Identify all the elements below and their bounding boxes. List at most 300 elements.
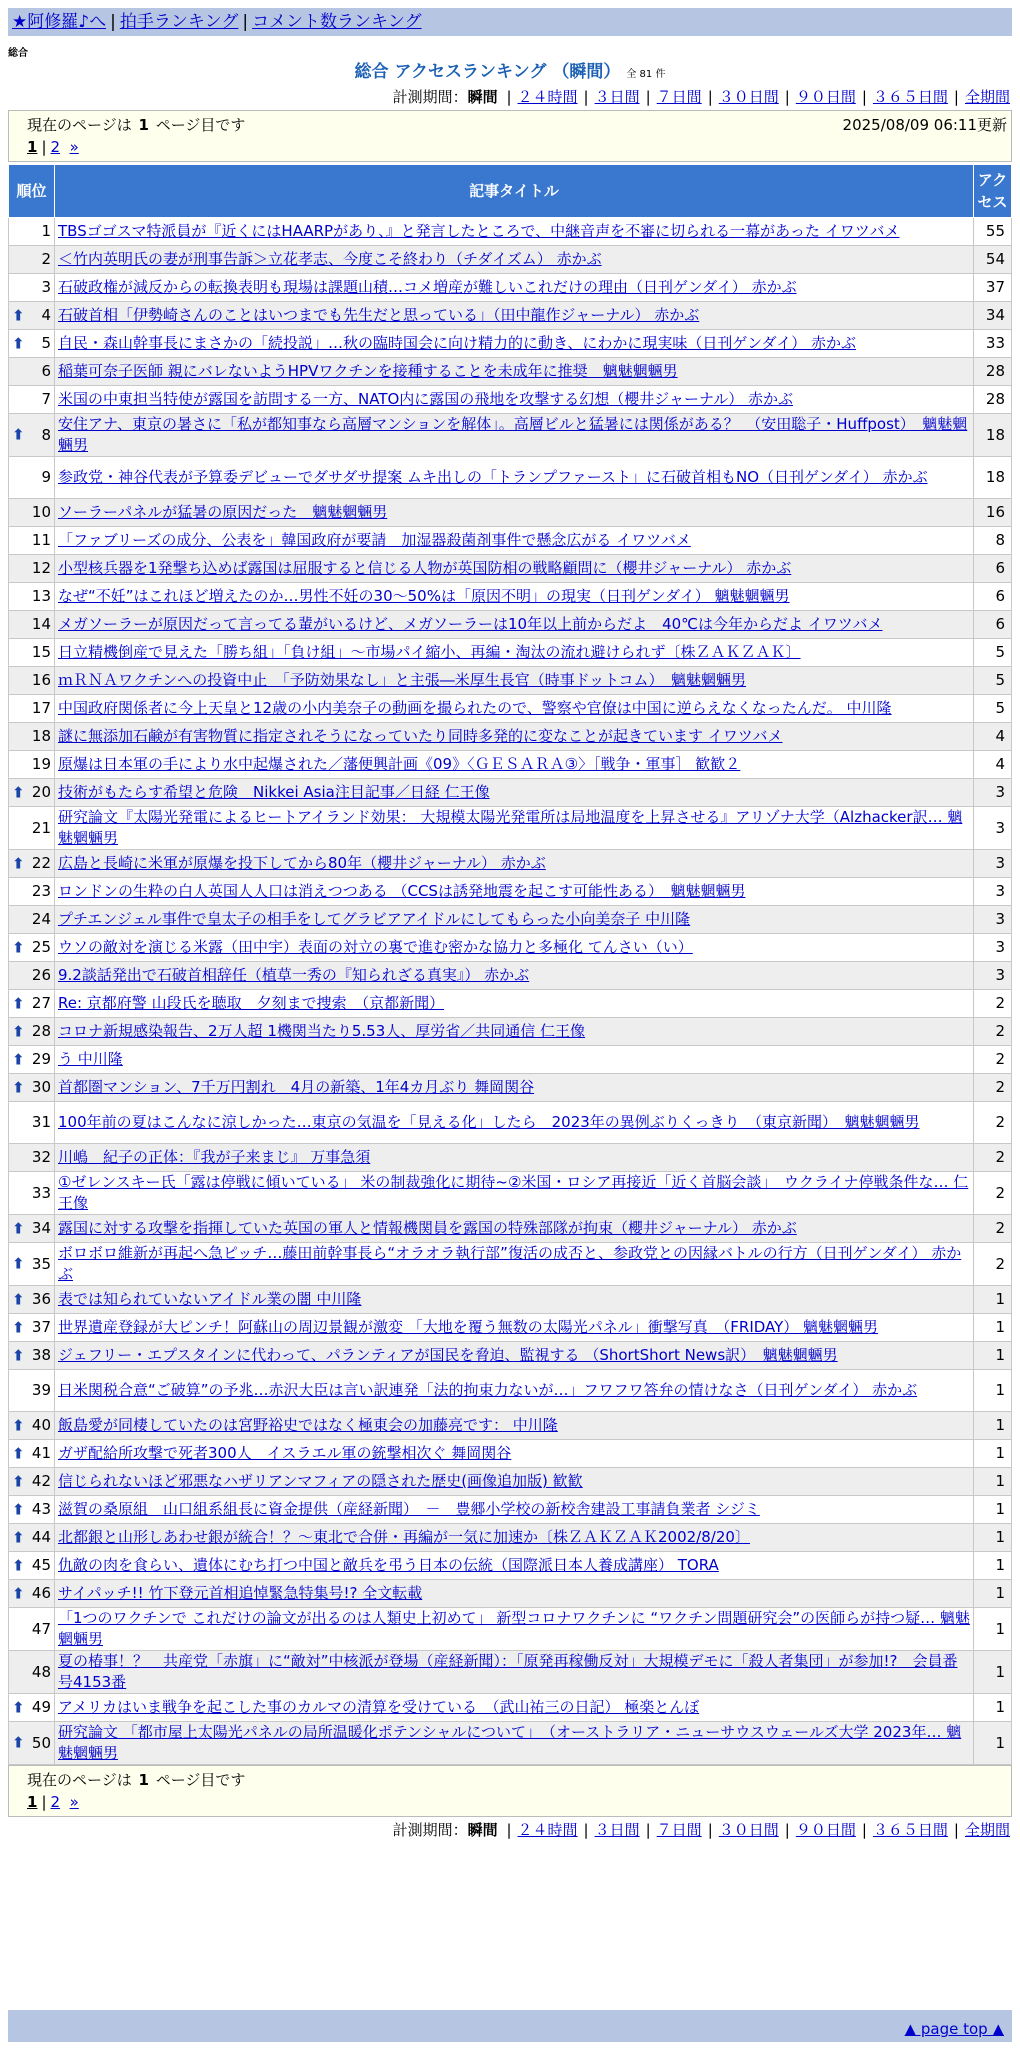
rank-cell: [9, 850, 55, 878]
table-row: [9, 1412, 1012, 1440]
page-title: [0, 60, 1020, 87]
table-row: [9, 723, 1012, 751]
rank-cell: [9, 1412, 55, 1440]
title-cell: [55, 990, 974, 1018]
category-label: 総合: [8, 48, 28, 59]
title-cell: [55, 1172, 974, 1215]
rank-up-arrow-icon: ⬆: [12, 1050, 25, 1068]
table-row: [9, 1314, 1012, 1342]
period-selector-bottom: [393, 1819, 1012, 1841]
link-comment-ranking[interactable]: コメント数ランキング: [252, 12, 422, 32]
article-title-link[interactable]: 日米関税合意“ご破算”の予兆…赤沢大臣は言い訳連発「法的拘束力ないが…」フワフワ答弁の情けなさ（日刊ゲンダイ） 赤かぶ: [58, 1381, 918, 1399]
period-link-1[interactable]: ２４時間: [517, 88, 578, 106]
rank-cell: [9, 1651, 55, 1694]
table-row: [9, 218, 1012, 246]
access-count: 1: [974, 1440, 1012, 1468]
rank-number: 39: [31, 1381, 51, 1399]
title-cell: [55, 1496, 974, 1524]
title-cell: [55, 218, 974, 246]
article-title-link[interactable]: ウソの敵対を演じる米露（田中宇）表面の対立の裏で進む密かな協力と多極化 てんさい（い）: [58, 938, 693, 956]
access-count: 5: [974, 639, 1012, 667]
rank-number: 44: [31, 1528, 51, 1546]
period-link-4[interactable]: ３０日間: [718, 1821, 779, 1839]
rank-number: 14: [31, 615, 51, 633]
access-count: 28: [974, 358, 1012, 386]
access-count: 37: [974, 274, 1012, 302]
rank-cell: [9, 1468, 55, 1496]
access-count: 4: [974, 751, 1012, 779]
table-header-row: [9, 165, 1012, 218]
table-row: [9, 906, 1012, 934]
title-cell: [55, 667, 974, 695]
table-row: [9, 1496, 1012, 1524]
rank-cell: [9, 723, 55, 751]
rank-number: 2: [41, 250, 51, 268]
rank-up-arrow-icon: ⬆: [12, 1318, 25, 1336]
page-top-link[interactable]: ▲ page top ▲: [904, 2020, 1004, 2038]
rank-number: 23: [31, 882, 51, 900]
period-link-7[interactable]: 全期間: [964, 88, 1010, 106]
rank-number: 40: [31, 1416, 51, 1434]
rank-number: 37: [31, 1318, 51, 1336]
title-cell: [55, 1468, 974, 1496]
title-cell: [55, 1370, 974, 1412]
separator: |: [707, 1821, 713, 1839]
rank-cell: [9, 990, 55, 1018]
rank-up-arrow-icon: ⬆: [12, 1022, 25, 1040]
title-cell: [55, 457, 974, 499]
article-title-link[interactable]: 技術がもたらす希望と危険 Nikkei Asia注目記事／日経 仁王像: [58, 783, 490, 801]
access-count: 5: [974, 695, 1012, 723]
title-cell: [55, 850, 974, 878]
article-title-link[interactable]: 研究論文 「都市屋上太陽光パネルの局所温暖化ポテンシャルについて」 （オーストラリア・ニューサウスウェールズ大学 2023年… 魑魅魍魎男: [58, 1723, 962, 1762]
rank-number: 17: [31, 699, 51, 717]
table-row: [9, 414, 1012, 457]
table-row: [9, 1694, 1012, 1722]
article-title-link[interactable]: ガザ配給所攻撃で死者300人 イスラエル軍の銃撃相次ぐ 舞岡関谷: [58, 1444, 512, 1462]
access-count: 1: [974, 1524, 1012, 1552]
table-row: [9, 1370, 1012, 1412]
access-count: 2: [974, 1243, 1012, 1286]
separator: |: [953, 88, 959, 106]
rank-number: 27: [31, 994, 51, 1012]
access-count: 3: [974, 807, 1012, 850]
ranking-table: [8, 164, 1012, 1765]
rank-up-arrow-icon: ⬆: [12, 425, 25, 444]
rank-cell: [9, 1074, 55, 1102]
rank-number: 10: [31, 503, 51, 521]
rank-cell: [9, 302, 55, 330]
title-cell: [55, 807, 974, 850]
period-link-6[interactable]: ３６５日間: [872, 88, 948, 106]
title-cell: [55, 555, 974, 583]
access-count: 55: [974, 218, 1012, 246]
table-row: [9, 962, 1012, 990]
rank-cell: [9, 779, 55, 807]
access-count: 54: [974, 246, 1012, 274]
table-row: [9, 1608, 1012, 1651]
article-title-link[interactable]: 北都銀と山形しあわせ銀が統合！？～東北で合併・再編が一気に加速か〔株ＺＡＫＺＡＫ2002/8/20〕: [58, 1528, 750, 1546]
period-link-1[interactable]: ２４時間: [517, 1821, 578, 1839]
rank-number: 15: [31, 643, 51, 661]
article-title-link[interactable]: 露国に対する攻撃を指揮していた英国の軍人と情報機関員を露国の特殊部隊が拘束（櫻井ジャーナル） 赤かぶ: [58, 1219, 797, 1237]
title-cell: [55, 1144, 974, 1172]
rank-number: 33: [31, 1183, 51, 1202]
access-count: 3: [974, 878, 1012, 906]
article-title-link[interactable]: ①ゼレンスキー氏「露は停戦に傾いている」 米の制裁強化に期待~②米国・ロシア再接近「近く首脳会談」 ウクライナ停戦条件な… 仁王像: [58, 1173, 969, 1212]
page-suffix: ページ目です: [155, 116, 246, 134]
access-count: 28: [974, 386, 1012, 414]
article-title-link[interactable]: 信じられないほど邪悪なハザリアンマフィアの隠された歴史(画像追加版) 歓歓: [58, 1472, 583, 1490]
period-link-5[interactable]: ９０日間: [795, 1821, 856, 1839]
table-row: [9, 1440, 1012, 1468]
separator: |: [506, 1821, 512, 1839]
rank-number: 11: [31, 531, 51, 549]
article-title-link[interactable]: 石破政権が減反からの転換表明も現場は課題山積…コメ増産が難しいこれだけの理由（日刊ゲンダイ） 赤かぶ: [58, 278, 797, 296]
title-cell: [55, 723, 974, 751]
rank-up-arrow-icon: ⬆: [12, 854, 25, 872]
access-count: 2: [974, 1018, 1012, 1046]
access-count: 4: [974, 723, 1012, 751]
separator: |: [645, 88, 651, 106]
table-row: [9, 990, 1012, 1018]
access-count: 16: [974, 499, 1012, 527]
rank-number: 45: [31, 1556, 51, 1574]
separator: |: [645, 1821, 651, 1839]
access-count: 2: [974, 1102, 1012, 1144]
access-count: 1: [974, 1286, 1012, 1314]
rank-cell: [9, 1215, 55, 1243]
article-title-link[interactable]: 日立精機倒産で見えた「勝ち組」「負け組」～市場パイ縮小、再編・淘汰の流れ避けられず〔株ＺＡＫＺＡＫ〕: [58, 643, 801, 661]
pager: [27, 138, 79, 156]
pager-current: 1: [27, 138, 38, 156]
title-cell: [55, 414, 974, 457]
rank-cell: [9, 1243, 55, 1286]
separator: |: [861, 1821, 867, 1839]
article-title-link[interactable]: ボロボロ維新が再起へ急ピッチ…藤田前幹事長ら“オラオラ執行部”復活の成否と、参政党との因縁バトルの行方（日刊ゲンダイ） 赤かぶ: [58, 1244, 962, 1283]
title-cell: [55, 1722, 974, 1765]
title-cell: [55, 583, 974, 611]
top-nav-bar: [8, 8, 1012, 36]
rank-cell: [9, 667, 55, 695]
access-count: 6: [974, 555, 1012, 583]
title-cell: [55, 1342, 974, 1370]
separator: |: [41, 138, 47, 156]
header-title: 記事タイトル: [55, 165, 974, 218]
article-title-link[interactable]: 100年前の夏はこんなに涼しかった…東京の気温を「見える化」したら 2023年の異例ぶりくっきり （東京新聞） 魑魅魍魎男: [58, 1113, 920, 1131]
title-cell: [55, 386, 974, 414]
period-link-3[interactable]: ７日間: [656, 88, 702, 106]
rank-number: 41: [31, 1444, 51, 1462]
rank-cell: [9, 1046, 55, 1074]
article-title-link[interactable]: 首都圏マンション、7千万円割れ 4月の新築、1年4カ月ぶり 舞岡関谷: [58, 1078, 535, 1096]
article-title-link[interactable]: 石破首相「伊勢崎さんのことはいつまでも先生だと思っている」（田中龍作ジャーナル） 赤かぶ: [58, 306, 700, 324]
period-link-7[interactable]: 全期間: [964, 1821, 1010, 1839]
article-title-link[interactable]: 世界遺産登録が大ピンチ！阿蘇山の周辺景観が激変 「大地を覆う無数の太陽光パネル」衝撃写真 （FRIDAY） 魑魅魍魎男: [58, 1318, 879, 1336]
rank-cell: [9, 583, 55, 611]
access-count: 3: [974, 779, 1012, 807]
rank-number: 48: [31, 1662, 51, 1681]
rank-cell: [9, 1018, 55, 1046]
rank-cell: [9, 1102, 55, 1144]
table-row: [9, 1018, 1012, 1046]
rank-number: 18: [31, 727, 51, 745]
article-title-link[interactable]: 研究論文『太陽光発電によるヒートアイランド効果： 大規模太陽光発電所は局地温度を上昇させる』アリゾナ大学（Alzhacker訳… 魑魅魍魎男: [58, 808, 963, 847]
article-title-link[interactable]: 原爆は日本軍の手により水中起爆された／藩便興計画《09》〈ＧＥＳＡＲＡ③〉［戦争・軍事］ 歓歓２: [58, 755, 741, 773]
rank-cell: [9, 1608, 55, 1651]
rank-up-arrow-icon: ⬆: [12, 1254, 25, 1273]
rank-cell: [9, 751, 55, 779]
rank-number: 6: [41, 362, 51, 380]
access-count: 1: [974, 1370, 1012, 1412]
article-title-link[interactable]: 広島と長崎に米軍が原爆を投下してから80年（櫻井ジャーナル） 赤かぶ: [58, 854, 546, 872]
rank-number: 4: [41, 306, 51, 324]
rank-number: 26: [31, 966, 51, 984]
access-count: 1: [974, 1580, 1012, 1608]
table-row: [9, 1102, 1012, 1144]
article-title-link[interactable]: う 中川隆: [58, 1050, 123, 1068]
rank-cell: [9, 358, 55, 386]
access-count: 2: [974, 1074, 1012, 1102]
rank-up-arrow-icon: ⬆: [12, 1500, 25, 1518]
page-info-bottom: [8, 1765, 1012, 1817]
rank-up-arrow-icon: ⬆: [12, 1219, 25, 1237]
table-row: [9, 1468, 1012, 1496]
title-cell: [55, 1074, 974, 1102]
article-title-link[interactable]: ｍＲＮＡワクチンへの投資中止 「予防効果なし」と主張―米厚生長官（時事ドットコム） 魑魅魍魎男: [58, 671, 747, 689]
rank-cell: [9, 246, 55, 274]
pager-next[interactable]: »: [69, 1793, 79, 1811]
article-title-link[interactable]: 参政党・神谷代表が予算委デビューでダサダサ提案 ムキ出しの「トランプファースト」に石破首相もNO（日刊ゲンダイ） 赤かぶ: [58, 468, 928, 486]
separator: |: [861, 88, 867, 106]
article-title-link[interactable]: Re: 京都府警 山段氏を聴取 夕刻まで捜索 （京都新聞）: [58, 994, 445, 1012]
title-cell: [55, 1412, 974, 1440]
rank-up-arrow-icon: ⬆: [12, 1698, 25, 1716]
table-row: [9, 1580, 1012, 1608]
article-title-link[interactable]: 川嶋 紀子の正体：『我が子来まじ』 万事急須: [58, 1148, 371, 1166]
access-count: 1: [974, 1342, 1012, 1370]
title-cell: [55, 1046, 974, 1074]
rank-cell: [9, 1580, 55, 1608]
table-row: [9, 527, 1012, 555]
page-indicator: [27, 1769, 245, 1790]
title-cell: [55, 1694, 974, 1722]
access-count: 2: [974, 1172, 1012, 1215]
article-title-link[interactable]: ロンドンの生粋の白人英国人人口は消えつつある （CCSは誘発地震を起こす可能性ある） 魑魅魍魎男: [58, 882, 746, 900]
rank-number: 34: [31, 1219, 51, 1237]
article-title-link[interactable]: 安住アナ、東京の暑さに「私が都知事なら高層マンションを解体」。高層ビルと猛暑には関係がある？ （安田聡子・Huffpost） 魑魅魍魎男: [58, 415, 968, 454]
rank-cell: [9, 906, 55, 934]
article-title-link[interactable]: アメリカはいま戦争を起こした事のカルマの清算を受けている （武山祐三の日記） 極楽とんぼ: [58, 1698, 700, 1716]
title-cell: [55, 1286, 974, 1314]
page-number: 1: [138, 1771, 149, 1789]
article-title-link[interactable]: 飯島愛が同棲していたのは宮野裕史ではなく極東会の加藤亮です： 中川隆: [58, 1416, 558, 1434]
separator: |: [784, 88, 790, 106]
page-prefix: 現在のページは: [27, 1771, 132, 1789]
title-cell: [55, 779, 974, 807]
access-count: 1: [974, 1722, 1012, 1765]
pager-next[interactable]: »: [69, 138, 79, 156]
page-title-text: 総合 アクセスランキング （瞬間）: [354, 62, 621, 82]
article-title-link[interactable]: 仇敵の肉を食らい、遺体にむち打つ中国と敵兵を弔う日本の伝統（国際派日本人養成講座） TORA: [58, 1556, 719, 1574]
table-row: [9, 330, 1012, 358]
rank-up-arrow-icon: ⬆: [12, 1346, 25, 1364]
page-suffix: ページ目です: [155, 1771, 246, 1789]
period-link-5[interactable]: ９０日間: [795, 88, 856, 106]
table-row: [9, 1243, 1012, 1286]
access-count: 3: [974, 934, 1012, 962]
rank-up-arrow-icon: ⬆: [12, 994, 25, 1012]
rank-number: 46: [31, 1584, 51, 1602]
access-count: 6: [974, 583, 1012, 611]
article-title-link[interactable]: メガソーラーが原因だって言ってる輩がいるけど、メガソーラーは10年以上前からだよ 40℃は今年からだよ イワツバメ: [58, 615, 883, 633]
rank-cell: [9, 1440, 55, 1468]
rank-number: 3: [41, 278, 51, 296]
rank-cell: [9, 695, 55, 723]
table-row: [9, 1286, 1012, 1314]
article-title-link[interactable]: 表では知られていないアイドル業の闇 中川隆: [58, 1290, 362, 1308]
rank-number: 28: [31, 1022, 51, 1040]
article-title-link[interactable]: 滋賀の桑原組 山口組系組長に資金提供（産経新聞） － 豊郷小学校の新校舎建設工事請負業者 シジミ: [58, 1500, 760, 1518]
period-link-3[interactable]: ７日間: [656, 1821, 702, 1839]
title-cell: [55, 934, 974, 962]
rank-number: 20: [31, 783, 51, 801]
rank-number: 13: [31, 587, 51, 605]
link-asyura-home[interactable]: ★阿修羅♪へ: [12, 12, 107, 32]
updated-timestamp: 2025/08/09 06:11更新: [842, 116, 1007, 134]
title-cell: [55, 1580, 974, 1608]
table-row: [9, 611, 1012, 639]
access-count: 1: [974, 1694, 1012, 1722]
period-label: 計測期間：: [392, 88, 468, 106]
rank-number: 8: [41, 425, 51, 444]
title-cell: [55, 274, 974, 302]
article-title-link[interactable]: 夏の椿事！？ 共産党「赤旗」に“敵対”中核派が登場（産経新聞）：「原発再稼働反対」大規模デモに「殺人者集団」が参加!? 会員番号4153番: [58, 1652, 958, 1691]
title-cell: [55, 246, 974, 274]
article-title-link[interactable]: ＜竹内英明氏の妻が刑事告訴＞立花孝志、今度こそ終わり（チダイズム） 赤かぶ: [58, 250, 602, 268]
title-cell: [55, 499, 974, 527]
total-count: 全 81 件: [626, 69, 666, 80]
article-title-link[interactable]: 中国政府関係者に今上天皇と12歳の小内美奈子の動画を撮られたので、警察や官僚は中国に逆らえなくなったんだ。 中川隆: [58, 699, 892, 717]
separator: |: [953, 1821, 959, 1839]
rank-number: 12: [31, 559, 51, 577]
link-clap-ranking[interactable]: 拍手ランキング: [119, 12, 239, 32]
article-title-link[interactable]: 謎に無添加石鹸が有害物質に指定されそうになっていたり同時多発的に変なことが起きています イワツバメ: [58, 727, 783, 745]
separator: |: [242, 12, 249, 32]
period-link-2[interactable]: ３日間: [594, 1821, 640, 1839]
table-row: [9, 850, 1012, 878]
access-count: 1: [974, 1608, 1012, 1651]
article-title-link[interactable]: 米国の中東担当特使が露国を訪問する一方、NATO内に露国の飛地を攻撃する幻想（櫻井ジャーナル） 赤かぶ: [58, 390, 794, 408]
table-row: [9, 1046, 1012, 1074]
period-link-6[interactable]: ３６５日間: [872, 1821, 948, 1839]
article-title-link[interactable]: サイパッチ!! 竹下登元首相追悼緊急特集号!? 全文転載: [58, 1584, 423, 1602]
article-title-link[interactable]: ジェフリー・エプスタインに代わって、パランティアが国民を脅迫、監視する （ShortShort News訳） 魑魅魍魎男: [58, 1346, 838, 1364]
title-cell: [55, 695, 974, 723]
rank-number: 42: [31, 1472, 51, 1490]
access-count: 33: [974, 330, 1012, 358]
separator: |: [110, 12, 116, 32]
table-row: [9, 1215, 1012, 1243]
rank-number: 24: [31, 910, 51, 928]
title-cell: [55, 527, 974, 555]
article-title-link[interactable]: 9.2談話発出で石破首相辞任（植草一秀の『知られざる真実』） 赤かぶ: [58, 966, 530, 984]
rank-up-arrow-icon: ⬆: [12, 938, 25, 956]
table-row: [9, 751, 1012, 779]
rank-number: 50: [31, 1733, 51, 1752]
rank-cell: [9, 611, 55, 639]
pager-page-2[interactable]: 2: [50, 138, 61, 156]
rank-up-arrow-icon: ⬆: [12, 306, 25, 324]
rank-number: 31: [31, 1113, 51, 1131]
article-title-link[interactable]: プチエンジェル事件で皇太子の相手をしてグラビアアイドルにしてもらった小向美奈子 中川隆: [58, 910, 691, 928]
rank-number: 43: [31, 1500, 51, 1518]
table-row: [9, 1342, 1012, 1370]
article-title-link[interactable]: 稲葉可奈子医師 親にバレないようHPVワクチンを接種することを未成年に推奨 魑魅魍魎男: [58, 362, 678, 380]
rank-cell: [9, 878, 55, 906]
rank-number: 25: [31, 938, 51, 956]
article-title-link[interactable]: コロナ新規感染報告、2万人超 1機関当たり5.53人、厚労省／共同通信 仁王像: [58, 1022, 586, 1040]
article-title-link[interactable]: 小型核兵器を1発撃ち込めば露国は屈服すると信じる人物が英国防相の戦略顧問に（櫻井ジャーナル） 赤かぶ: [58, 559, 792, 577]
rank-number: 29: [31, 1050, 51, 1068]
header-rank: 順位: [9, 165, 55, 218]
article-title-link[interactable]: 「1つのワクチンで これだけの論文が出るのは人類史上初めて」 新型コロナワクチンに “ワクチン問題研究会”の医師らが持つ疑… 魑魅魍魎男: [58, 1609, 970, 1648]
article-title-link[interactable]: 「ファブリーズの成分、公表を」韓国政府が要請 加湿器殺菌剤事件で懸念広がる イワツバメ: [58, 531, 691, 549]
access-count: 1: [974, 1412, 1012, 1440]
access-count: 3: [974, 850, 1012, 878]
table-row: [9, 499, 1012, 527]
table-row: [9, 358, 1012, 386]
rank-cell: [9, 1524, 55, 1552]
rank-cell: [9, 1286, 55, 1314]
rank-up-arrow-icon: ⬆: [12, 1290, 25, 1308]
separator: |: [41, 1793, 47, 1811]
rank-cell: [9, 1552, 55, 1580]
period-link-2[interactable]: ３日間: [594, 88, 640, 106]
access-count: 6: [974, 611, 1012, 639]
rank-up-arrow-icon: ⬆: [12, 1584, 25, 1602]
table-row: [9, 639, 1012, 667]
article-title-link[interactable]: TBSゴゴスマ特派員が『近くにはHAARPがあり、』と発言したところで、中継音声を不審に切られる一幕があった イワツバメ: [58, 222, 900, 240]
table-row: [9, 302, 1012, 330]
rank-cell: [9, 527, 55, 555]
title-cell: [55, 751, 974, 779]
rank-cell: [9, 1342, 55, 1370]
rank-cell: [9, 457, 55, 499]
table-row: [9, 878, 1012, 906]
title-cell: [55, 1243, 974, 1286]
article-title-link[interactable]: 自民・森山幹事長にまさかの「続投説」…秋の臨時国会に向け精力的に動き、にわかに現実味（日刊ゲンダイ） 赤かぶ: [58, 334, 856, 352]
rank-up-arrow-icon: ⬆: [12, 1078, 25, 1096]
access-count: 2: [974, 1144, 1012, 1172]
rank-up-arrow-icon: ⬆: [12, 1528, 25, 1546]
rank-number: 9: [41, 468, 51, 486]
period-link-4[interactable]: ３０日間: [718, 88, 779, 106]
page-prefix: 現在のページは: [27, 116, 132, 134]
rank-up-arrow-icon: ⬆: [12, 1556, 25, 1574]
rank-number: 47: [31, 1619, 51, 1638]
article-title-link[interactable]: なぜ“不妊”はこれほど増えたのか…男性不妊の30～50%は「原因不明」の現実（日刊ゲンダイ） 魑魅魍魎男: [58, 587, 790, 605]
title-cell: [55, 1215, 974, 1243]
rank-cell: [9, 555, 55, 583]
rank-up-arrow-icon: ⬆: [12, 334, 25, 352]
pager-page-2[interactable]: 2: [50, 1793, 61, 1811]
table-row: [9, 246, 1012, 274]
table-row: [9, 807, 1012, 850]
article-title-link[interactable]: ソーラーパネルが猛暑の原因だった 魑魅魍魎男: [58, 503, 388, 521]
title-cell: [55, 878, 974, 906]
title-cell: [55, 1314, 974, 1342]
